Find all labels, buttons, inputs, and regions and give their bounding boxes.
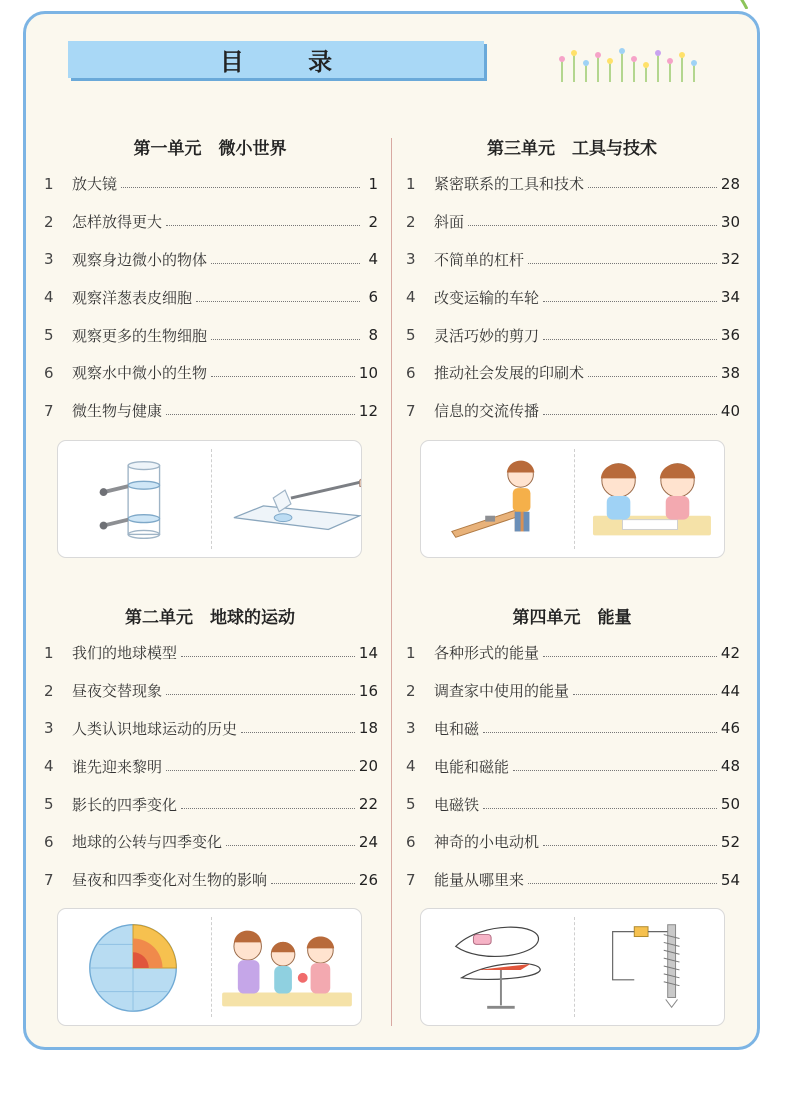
lesson-title: 影长的四季变化 bbox=[72, 795, 178, 814]
toc-entry[interactable] bbox=[44, 823, 378, 861]
dot-leader bbox=[226, 845, 355, 846]
page-title-bar bbox=[68, 41, 484, 78]
lesson-title: 灵活巧妙的剪刀 bbox=[434, 326, 540, 345]
dot-leader bbox=[513, 770, 717, 771]
page-number: 24 bbox=[358, 832, 378, 851]
lesson-title: 信息的交流传播 bbox=[434, 402, 540, 421]
lesson-title: 各种形式的能量 bbox=[434, 644, 540, 663]
page-number: 34 bbox=[720, 288, 740, 307]
toc-entry[interactable] bbox=[44, 747, 378, 785]
toc-entry[interactable] bbox=[44, 203, 378, 241]
lesson-number: 5 bbox=[44, 326, 54, 345]
page-number: 26 bbox=[358, 870, 378, 889]
toc-entry[interactable] bbox=[406, 354, 740, 392]
dot-leader bbox=[483, 808, 717, 809]
lesson-number: 4 bbox=[44, 288, 54, 307]
dot-leader bbox=[543, 656, 717, 657]
toc-entry[interactable] bbox=[406, 710, 740, 748]
lesson-title: 斜面 bbox=[434, 213, 465, 232]
page-number: 36 bbox=[720, 326, 740, 345]
toc-entry[interactable] bbox=[44, 785, 378, 823]
dot-leader bbox=[528, 883, 717, 884]
page-number: 22 bbox=[358, 795, 378, 814]
unit-2-illustration-card bbox=[57, 908, 362, 1026]
page-number: 30 bbox=[720, 212, 740, 231]
lesson-number: 7 bbox=[406, 870, 416, 889]
lesson-number: 1 bbox=[44, 174, 54, 193]
unit-4-illustration-card bbox=[420, 908, 725, 1026]
lesson-number: 3 bbox=[44, 719, 54, 738]
lesson-title: 微生物与健康 bbox=[72, 402, 163, 421]
dot-leader bbox=[588, 376, 717, 377]
toc-entry[interactable] bbox=[44, 710, 378, 748]
page-number: 12 bbox=[358, 401, 378, 420]
dot-leader bbox=[543, 339, 717, 340]
lesson-number: 1 bbox=[406, 174, 416, 193]
lesson-number: 1 bbox=[44, 643, 54, 662]
dot-leader bbox=[181, 808, 355, 809]
dot-leader bbox=[181, 656, 355, 657]
toc-entry[interactable] bbox=[406, 823, 740, 861]
toc-entry[interactable] bbox=[406, 316, 740, 354]
page-number: 20 bbox=[358, 757, 378, 776]
lesson-number: 6 bbox=[44, 363, 54, 382]
toc-list-unit-1 bbox=[44, 165, 378, 430]
page-number: 1 bbox=[368, 174, 378, 193]
compass-coil-illustration bbox=[421, 909, 574, 1025]
lesson-title: 能量从哪里来 bbox=[434, 871, 525, 890]
lesson-title: 观察洋葱表皮细胞 bbox=[72, 288, 193, 307]
column-divider bbox=[391, 138, 392, 1026]
toc-entry[interactable] bbox=[406, 165, 740, 203]
lesson-number: 6 bbox=[44, 832, 54, 851]
lesson-title: 电和磁 bbox=[434, 719, 480, 738]
toc-entry[interactable] bbox=[44, 316, 378, 354]
dot-leader bbox=[543, 845, 717, 846]
toc-entry[interactable] bbox=[406, 861, 740, 899]
toc-list-unit-2 bbox=[44, 634, 378, 899]
microscope-slide-illustration bbox=[211, 441, 362, 557]
dot-leader bbox=[468, 225, 717, 226]
dot-leader bbox=[211, 376, 355, 377]
toc-entry[interactable] bbox=[406, 634, 740, 672]
lesson-title: 观察更多的生物细胞 bbox=[72, 326, 208, 345]
lesson-title: 神奇的小电动机 bbox=[434, 833, 540, 852]
toc-entry[interactable] bbox=[44, 861, 378, 899]
page-number: 14 bbox=[358, 643, 378, 662]
toc-entry[interactable] bbox=[44, 354, 378, 392]
page-number: 10 bbox=[358, 363, 378, 382]
lesson-title: 人类认识地球运动的历史 bbox=[72, 719, 238, 738]
dot-leader bbox=[211, 339, 360, 340]
lesson-title: 观察身边微小的物体 bbox=[72, 250, 208, 269]
flowers-decoration-icon bbox=[550, 42, 710, 88]
lesson-number: 6 bbox=[406, 832, 416, 851]
lesson-title: 改变运输的车轮 bbox=[434, 288, 540, 307]
dot-leader bbox=[573, 694, 717, 695]
page-number: 18 bbox=[358, 719, 378, 738]
lesson-number: 5 bbox=[44, 795, 54, 814]
toc-entry[interactable] bbox=[406, 785, 740, 823]
lesson-number: 4 bbox=[406, 757, 416, 776]
unit-heading: 第三单元 工具与技术 bbox=[487, 139, 657, 159]
electromagnet-circuit-illustration bbox=[574, 909, 725, 1025]
lesson-number: 6 bbox=[406, 363, 416, 382]
lesson-number: 2 bbox=[44, 212, 54, 231]
dot-leader bbox=[543, 301, 717, 302]
page-number: 46 bbox=[720, 719, 740, 738]
lesson-number: 2 bbox=[406, 212, 416, 231]
lesson-title: 怎样放得更大 bbox=[72, 213, 163, 232]
toc-entry[interactable] bbox=[406, 747, 740, 785]
toc-entry[interactable] bbox=[406, 241, 740, 279]
toc-entry[interactable] bbox=[44, 278, 378, 316]
toc-list-unit-4 bbox=[406, 634, 740, 899]
dot-leader bbox=[241, 732, 355, 733]
lesson-title: 谁先迎来黎明 bbox=[72, 757, 163, 776]
lesson-number: 4 bbox=[406, 288, 416, 307]
dot-leader bbox=[166, 414, 355, 415]
page-number: 54 bbox=[720, 870, 740, 889]
page-number: 28 bbox=[720, 174, 740, 193]
magnifier-lens-illustration bbox=[58, 441, 211, 557]
lesson-title: 放大镜 bbox=[72, 175, 118, 194]
page-number: 2 bbox=[368, 212, 378, 231]
page-number: 38 bbox=[720, 363, 740, 382]
lesson-number: 7 bbox=[44, 870, 54, 889]
toc-entry[interactable] bbox=[44, 392, 378, 430]
lesson-title: 地球的公转与四季变化 bbox=[72, 833, 223, 852]
dot-leader bbox=[543, 414, 717, 415]
lesson-title: 不简单的杠杆 bbox=[434, 250, 525, 269]
lesson-number: 2 bbox=[44, 681, 54, 700]
toc-entry[interactable] bbox=[44, 165, 378, 203]
page-title: 目 录 bbox=[219, 48, 361, 76]
toc-entry[interactable] bbox=[44, 672, 378, 710]
toc-entry[interactable] bbox=[44, 634, 378, 672]
dot-leader bbox=[271, 883, 355, 884]
lesson-title: 我们的地球模型 bbox=[72, 644, 178, 663]
lesson-number: 5 bbox=[406, 795, 416, 814]
dot-leader bbox=[588, 187, 717, 188]
toc-entry[interactable] bbox=[406, 278, 740, 316]
lesson-number: 1 bbox=[406, 643, 416, 662]
page-number: 50 bbox=[720, 795, 740, 814]
dot-leader bbox=[166, 225, 360, 226]
dot-leader bbox=[166, 694, 355, 695]
leaf-decoration-icon bbox=[738, 0, 748, 9]
boy-ramp-illustration bbox=[421, 441, 574, 557]
lesson-title: 电能和磁能 bbox=[434, 757, 510, 776]
toc-entry[interactable] bbox=[406, 203, 740, 241]
lesson-title: 昼夜和四季变化对生物的影响 bbox=[72, 871, 268, 890]
page-number: 52 bbox=[720, 832, 740, 851]
page-number: 8 bbox=[368, 326, 378, 345]
dot-leader bbox=[483, 732, 717, 733]
dot-leader bbox=[121, 187, 360, 188]
lesson-number: 7 bbox=[44, 401, 54, 420]
lesson-number: 3 bbox=[406, 719, 416, 738]
page-number: 16 bbox=[358, 681, 378, 700]
dot-leader bbox=[211, 263, 360, 264]
lesson-number: 7 bbox=[406, 401, 416, 420]
earth-model-illustration bbox=[58, 909, 211, 1025]
lesson-title: 观察水中微小的生物 bbox=[72, 364, 208, 383]
page-number: 44 bbox=[720, 681, 740, 700]
lesson-number: 3 bbox=[406, 250, 416, 269]
lesson-title: 电磁铁 bbox=[434, 795, 480, 814]
unit-1-illustration-card bbox=[57, 440, 362, 558]
page-number: 4 bbox=[368, 250, 378, 269]
children-printing-illustration bbox=[574, 441, 725, 557]
lesson-title: 紧密联系的工具和技术 bbox=[434, 175, 585, 194]
lesson-number: 3 bbox=[44, 250, 54, 269]
unit-heading: 第四单元 能量 bbox=[512, 608, 632, 628]
unit-heading: 第二单元 地球的运动 bbox=[125, 608, 295, 628]
lesson-title: 昼夜交替现象 bbox=[72, 682, 163, 701]
toc-list-unit-3 bbox=[406, 165, 740, 430]
unit-3-illustration-card bbox=[420, 440, 725, 558]
toc-entry[interactable] bbox=[406, 672, 740, 710]
dot-leader bbox=[196, 301, 360, 302]
toc-entry[interactable] bbox=[406, 392, 740, 430]
toc-entry[interactable] bbox=[44, 241, 378, 279]
lesson-number: 5 bbox=[406, 326, 416, 345]
unit-heading: 第一单元 微小世界 bbox=[133, 139, 287, 159]
dot-leader bbox=[528, 263, 717, 264]
page-number: 40 bbox=[720, 401, 740, 420]
page-number: 32 bbox=[720, 250, 740, 269]
lesson-number: 2 bbox=[406, 681, 416, 700]
lesson-number: 4 bbox=[44, 757, 54, 776]
page-number: 42 bbox=[720, 643, 740, 662]
page-number: 48 bbox=[720, 757, 740, 776]
page-number: 6 bbox=[368, 288, 378, 307]
lesson-title: 调查家中使用的能量 bbox=[434, 682, 570, 701]
dot-leader bbox=[166, 770, 355, 771]
children-studying-illustration bbox=[211, 909, 362, 1025]
lesson-title: 推动社会发展的印刷术 bbox=[434, 364, 585, 383]
